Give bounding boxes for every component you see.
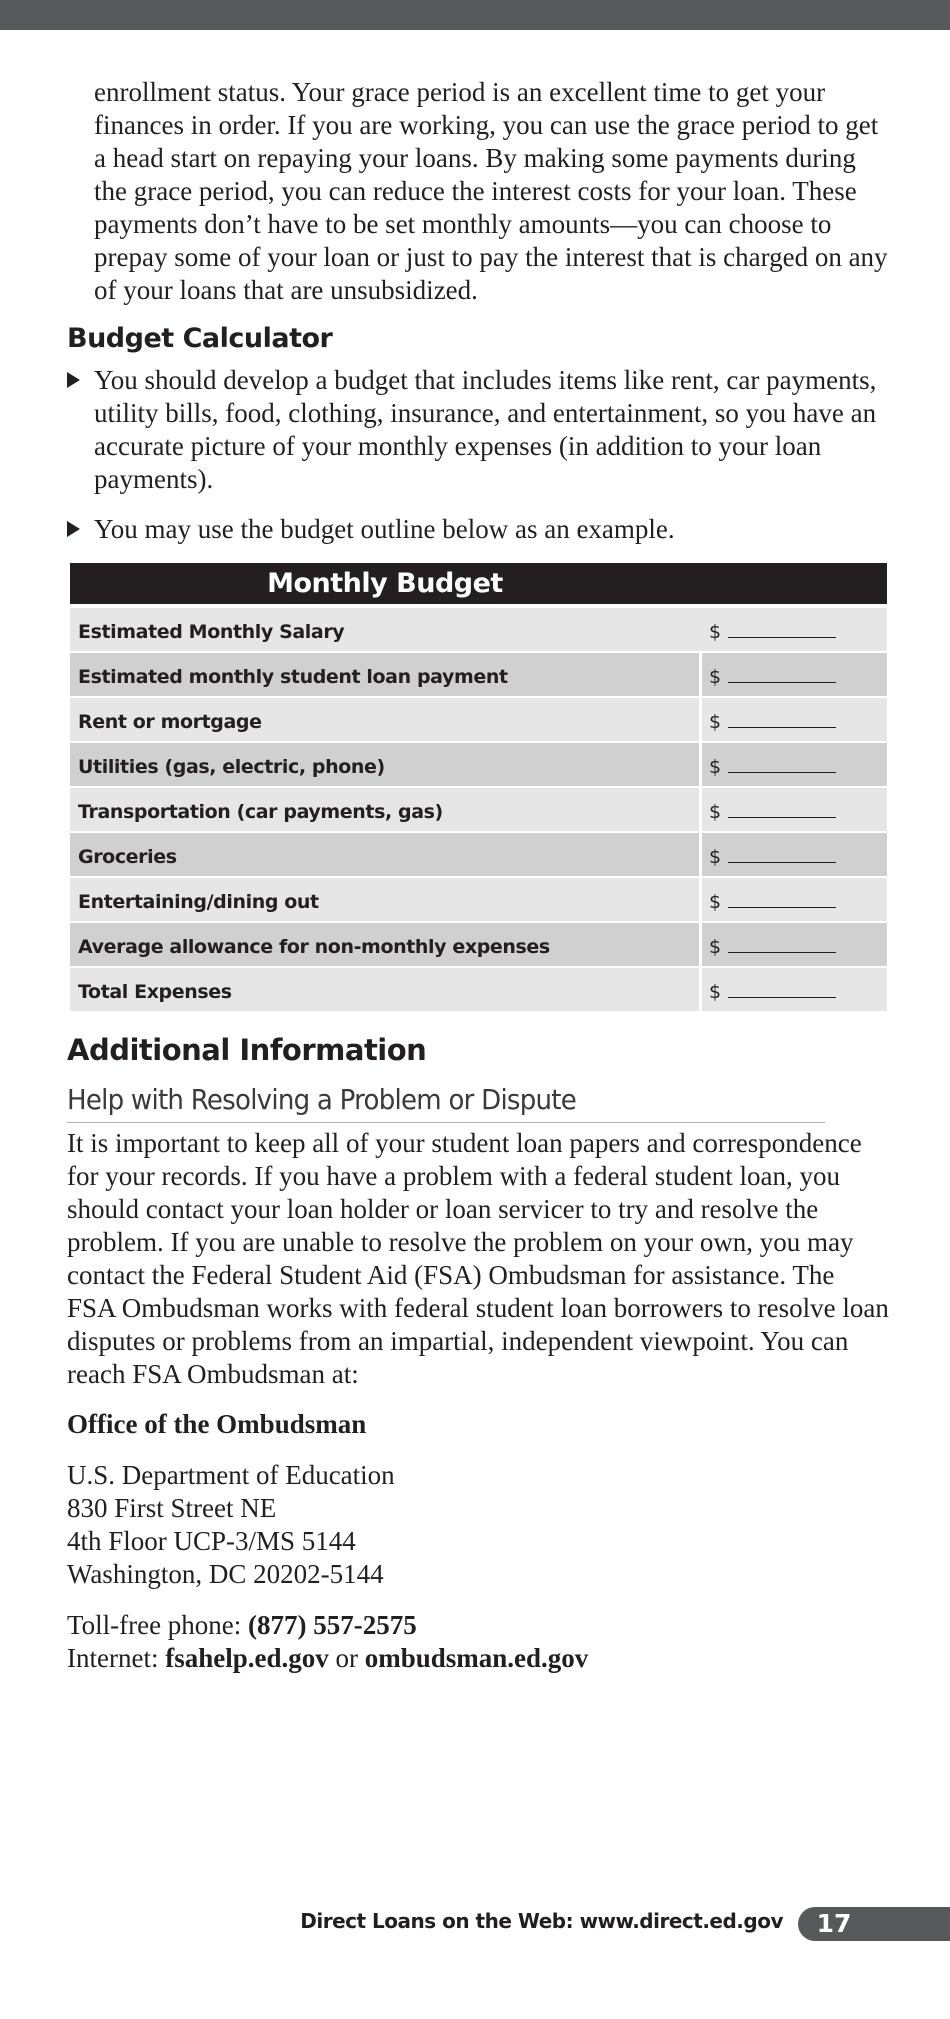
blank-line [728, 890, 836, 908]
address-line: 830 First Street NE [67, 1493, 277, 1523]
help-paragraph: It is important to keep all of your student loan papers and correspondence for your records. If you have a problem with a federal student loan, you should contact your loan holder or loan servicer to try and resolve the problem. If you are unable to resolve the problem on your own, you may contact the Federal Student Aid (FSA) Ombudsman for assistance. The FSA Ombudsman works with federal student loan borrowers to resolve loan disputes or problems from an impartial, independent viewpoint. You can reach FSA Ombudsman at: [67, 1128, 889, 1389]
blank-line [728, 710, 836, 728]
address-line: Washington, DC 20202-5144 [67, 1559, 384, 1589]
internet-link-ombudsman[interactable]: ombudsman.ed.gov [364, 1643, 589, 1673]
bullet-item [67, 364, 897, 496]
row-value-field[interactable] [702, 968, 887, 1011]
row-value-field[interactable] [702, 878, 887, 921]
monthly-budget-table [70, 563, 887, 1011]
currency-symbol: $ [709, 621, 722, 643]
currency-symbol: $ [709, 756, 722, 778]
row-label: Estimated monthly student loan payment [70, 653, 699, 696]
row-value-field[interactable] [702, 743, 887, 786]
top-bar [0, 0, 950, 30]
bullet-triangle-icon [67, 372, 80, 388]
bullet-item [67, 513, 897, 546]
row-value-field[interactable] [702, 653, 887, 696]
row-value-field[interactable] [702, 923, 887, 966]
table-row [70, 968, 887, 1011]
table-header [70, 563, 887, 604]
row-value-field[interactable] [702, 788, 887, 831]
row-label: Total Expenses [70, 968, 699, 1011]
page-number: 17 [816, 1909, 852, 1938]
address-block [67, 1459, 395, 1591]
budget-calculator-heading: Budget Calculator [67, 323, 333, 354]
blank-line [728, 665, 836, 683]
additional-information-heading: Additional Information [67, 1033, 427, 1067]
internet-or: or [335, 1643, 358, 1673]
currency-symbol: $ [709, 711, 722, 733]
table-row [70, 833, 887, 876]
bullet-triangle-icon [67, 521, 80, 537]
currency-symbol: $ [709, 846, 722, 868]
blank-line [728, 620, 836, 638]
row-value-field[interactable] [702, 608, 887, 651]
blank-line [728, 800, 836, 818]
row-label: Groceries [70, 833, 699, 876]
blank-line [728, 845, 836, 863]
footer-link[interactable]: www.direct.ed.gov [579, 1909, 783, 1933]
blank-line [728, 935, 836, 953]
bullet-text: You should develop a budget that includes items like rent, car payments, utility bills, food, clothing, insurance, and entertainment, so you have an accurate picture of your monthly expenses (in addition to your loan payments). [94, 365, 877, 494]
row-label: Rent or mortgage [70, 698, 699, 741]
internet-label: Internet: [67, 1643, 159, 1673]
table-row [70, 698, 887, 741]
row-label: Entertaining/dining out [70, 878, 699, 921]
table-row [70, 653, 887, 696]
footer-text [300, 1909, 783, 1933]
blank-line [728, 755, 836, 773]
footer-label: Direct Loans on the Web: [300, 1909, 574, 1933]
currency-symbol: $ [709, 801, 722, 823]
address-line: U.S. Department of Education [67, 1460, 395, 1490]
currency-symbol: $ [709, 936, 722, 958]
contact-block [67, 1609, 588, 1675]
currency-symbol: $ [709, 891, 722, 913]
help-subheading: Help with Resolving a Problem or Dispute [67, 1083, 825, 1123]
phone-number[interactable]: (877) 557-2575 [248, 1610, 417, 1640]
table-title: Monthly Budget [267, 568, 503, 599]
currency-symbol: $ [709, 666, 722, 688]
row-value-field[interactable] [702, 833, 887, 876]
phone-label: Toll-free phone: [67, 1610, 242, 1640]
row-value-field[interactable] [702, 698, 887, 741]
bullet-text: You may use the budget outline below as an example. [94, 514, 675, 544]
table-row [70, 878, 887, 921]
address-line: 4th Floor UCP-3/MS 5144 [67, 1526, 356, 1556]
table-row [70, 788, 887, 831]
row-label: Estimated Monthly Salary [70, 608, 699, 651]
intro-paragraph: enrollment status. Your grace period is an excellent time to get your finances in order. If you are working, you can use the grace period to get a head start on repaying your loans. By making some payments during the grace period, you can reduce the interest costs for your loan. These payments don’t have to be set monthly amounts—you can choose to prepay some of your loan or just to pay the interest that is charged on any of your loans that are unsubsidized. [94, 77, 888, 305]
row-label: Utilities (gas, electric, phone) [70, 743, 699, 786]
row-label: Transportation (car payments, gas) [70, 788, 699, 831]
blank-line [728, 980, 836, 998]
table-row [70, 743, 887, 786]
currency-symbol: $ [709, 981, 722, 1003]
row-label: Average allowance for non-monthly expenses [70, 923, 699, 966]
table-row [70, 923, 887, 966]
table-row [70, 608, 887, 651]
page-badge [798, 1907, 950, 1941]
office-name: Office of the Ombudsman [67, 1409, 367, 1439]
internet-link-fsahelp[interactable]: fsahelp.ed.gov [165, 1643, 329, 1673]
